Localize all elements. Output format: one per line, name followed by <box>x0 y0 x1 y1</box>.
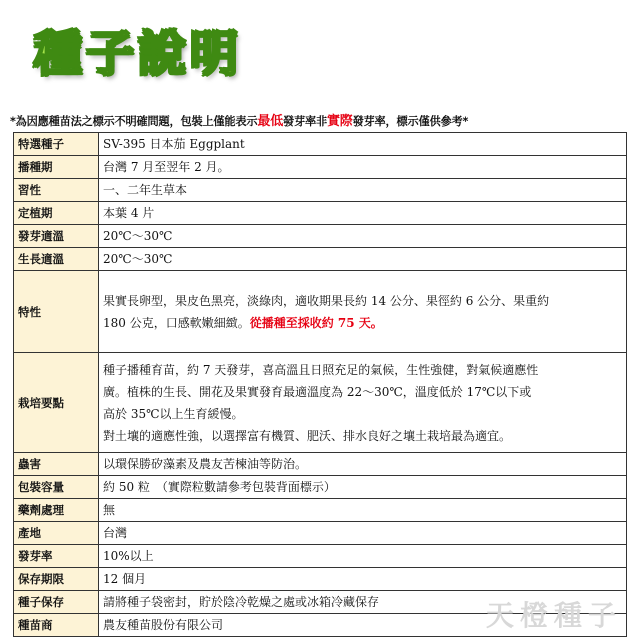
cultivation-line-4: 對土壤的適應性強，以選擇富有機質、肥沃、排水良好之壤土栽培最為適宜。 <box>103 428 512 443</box>
cultivation-line-2: 廣。植株的生長、開花及果實發育最適溫度為 22～30℃，溫度低於 17℃以下或 <box>103 384 532 399</box>
traits-line-1: 果實長卵型，果皮色黑亮，淡綠肉，適收期果長約 14 公分、果徑約 6 公分、果重約 <box>103 293 550 308</box>
traits-line-2 <box>103 312 622 334</box>
row-value-germ-temp: 20℃～30℃ <box>99 225 627 248</box>
row-value-pests: 以環保勝矽藻素及農友苦楝油等防治。 <box>99 453 627 476</box>
row-key-grow-temp: 生長適溫 <box>14 248 99 271</box>
notice-emphasis-actual: 實際 <box>326 114 353 129</box>
cultivation-line-3: 高於 35℃以上生育緩慢。 <box>103 406 244 421</box>
row-value-planting: 本葉 4 片 <box>99 202 627 225</box>
row-value-storage: 請將種子袋密封，貯於陰冷乾燥之處或冰箱冷藏保存 <box>99 591 627 614</box>
traits-highlight: 從播種至採收約 75 天。 <box>249 315 383 330</box>
row-key-sowing: 播種期 <box>14 156 99 179</box>
table-row <box>14 353 627 453</box>
row-key-pests: 蟲害 <box>14 453 99 476</box>
row-key-storage: 種子保存 <box>14 591 99 614</box>
row-value-shelf-life: 12 個月 <box>99 568 627 591</box>
brand-watermark: 天橙種子 <box>485 599 622 632</box>
row-value-treatment: 無 <box>99 499 627 522</box>
table-row <box>14 522 627 545</box>
table-row <box>14 248 627 271</box>
row-key-cultivation: 栽培要點 <box>14 353 99 453</box>
row-value-feature-seed: SV-395 日本茄 Eggplant <box>99 133 627 156</box>
page-title: 種子說明 <box>34 26 243 82</box>
row-key-quantity: 包裝容量 <box>14 476 99 499</box>
table-row <box>14 202 627 225</box>
row-value-quantity: 約 50 粒 （實際粒數請參考包裝背面標示） <box>99 476 627 499</box>
table-row <box>14 476 627 499</box>
table-row <box>14 133 627 156</box>
table-row <box>14 271 627 353</box>
table-row <box>14 545 627 568</box>
cultivation-line-1: 種子播種育苗，約 7 天發芽，喜高溫且日照充足的氣候，生性強健，對氣候適應性 <box>103 362 539 377</box>
row-value-traits <box>99 271 627 353</box>
table-row <box>14 179 627 202</box>
row-key-treatment: 藥劑處理 <box>14 499 99 522</box>
table-row <box>14 499 627 522</box>
row-key-supplier: 種苗商 <box>14 614 99 637</box>
row-value-supplier: 農友種苗股份有限公司 <box>99 614 627 637</box>
notice-text-3: 發芽率，標示僅供參考* <box>352 115 469 128</box>
row-key-origin: 產地 <box>14 522 99 545</box>
table-row <box>14 568 627 591</box>
notice-text-1: *為因應種苗法之標示不明確問題，包裝上僅能表示 <box>10 115 258 128</box>
row-value-habit: 一、二年生草本 <box>99 179 627 202</box>
row-key-planting: 定植期 <box>14 202 99 225</box>
table-row <box>14 225 627 248</box>
disclaimer-notice <box>10 110 630 129</box>
notice-text-2: 發芽率非 <box>283 115 327 128</box>
row-key-habit: 習性 <box>14 179 99 202</box>
row-key-germ-temp: 發芽適溫 <box>14 225 99 248</box>
row-key-feature-seed: 特選種子 <box>14 133 99 156</box>
row-value-origin: 台灣 <box>99 522 627 545</box>
row-key-shelf-life: 保存期限 <box>14 568 99 591</box>
table-row <box>14 156 627 179</box>
table-row <box>14 453 627 476</box>
row-value-grow-temp: 20℃～30℃ <box>99 248 627 271</box>
row-key-germination: 發芽率 <box>14 545 99 568</box>
seed-spec-table <box>13 132 627 637</box>
traits-line-2-text: 180 公克，口感軟嫩細緻。 <box>103 315 250 330</box>
row-key-traits: 特性 <box>14 271 99 353</box>
notice-emphasis-lowest: 最低 <box>257 114 283 129</box>
row-value-sowing: 台灣 7 月至翌年 2 月。 <box>99 156 627 179</box>
row-value-cultivation <box>99 353 627 453</box>
row-value-germination: 10%以上 <box>99 545 627 568</box>
